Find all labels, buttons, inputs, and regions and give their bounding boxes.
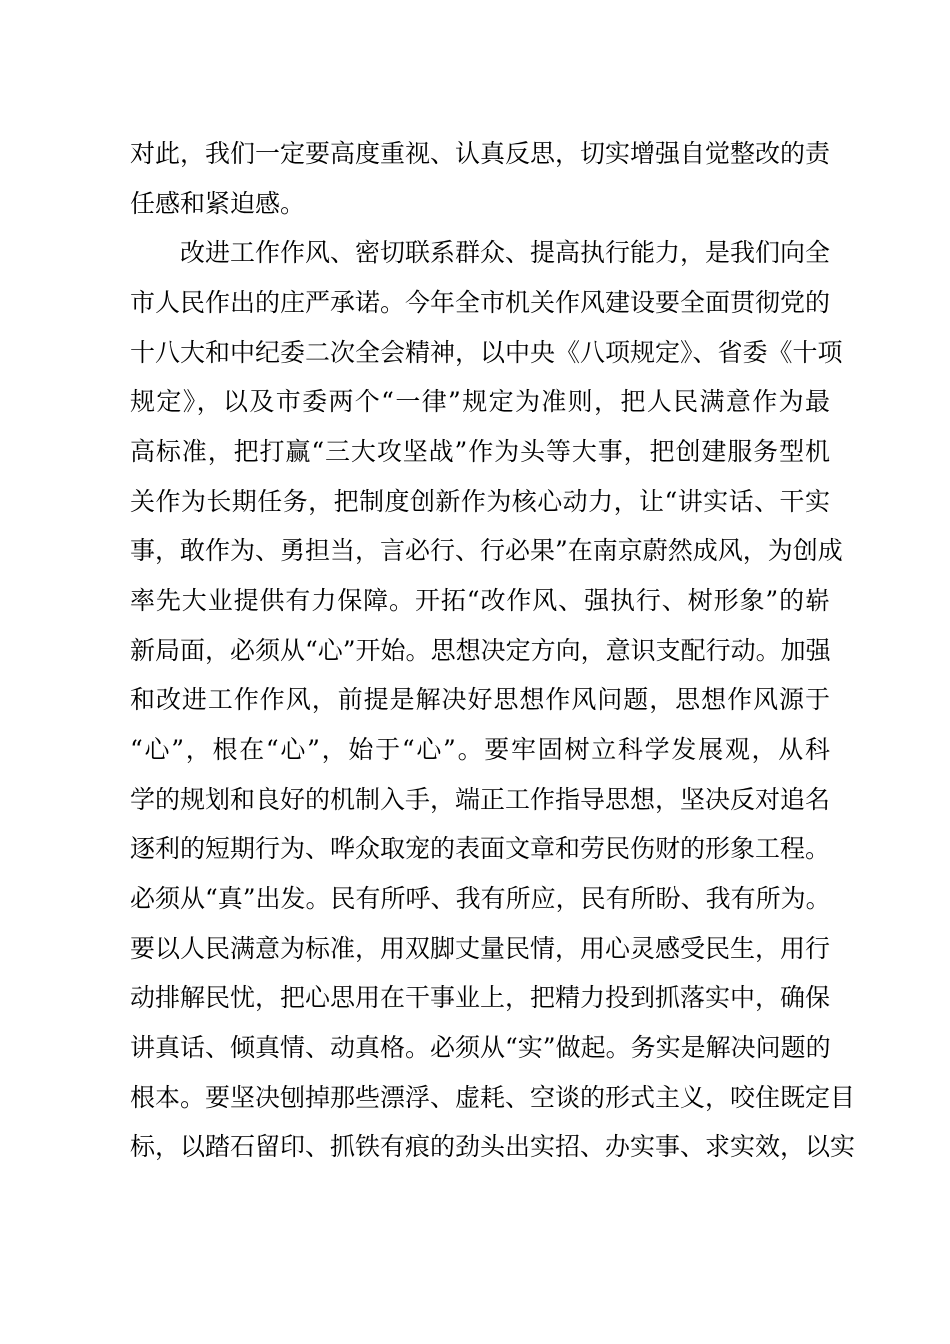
text-line: 学的规划和良好的机制入手，端正工作指导思想，坚决反对追名 [130, 785, 831, 814]
text-line: 新局面，必须从“心”开始。思想决定方向，意识支配行动。加强 [130, 636, 831, 665]
text-line: 事，敢作为、勇担当，言必行、行必果”在南京蔚然成风，为创成 [130, 536, 843, 565]
text-line: 高标准，把打赢“三大攻坚战”作为头等大事，把创建服务型机 [130, 437, 830, 466]
text-line: 十八大和中纪委二次全会精神，以中央《八项规定》、省委《十项 [130, 338, 843, 367]
text-line: 必须从“真”出发。民有所呼、我有所应，民有所盼、我有所为。 [130, 884, 831, 913]
text-line: 关作为长期任务，把制度创新作为核心动力，让“讲实话、干实 [130, 487, 830, 516]
text-line: 市人民作出的庄严承诺。今年全市机关作风建设要全面贯彻党的 [130, 288, 831, 317]
text-line: 对此，我们一定要高度重视、认真反思，切实增强自觉整改的责 [130, 139, 831, 168]
text-line: “心”，根在“心”，始于“心”。要牢固树立科学发展观，从科 [130, 735, 830, 764]
text-line: 任感和紧迫感。 [130, 189, 306, 218]
text-line: 标，以踏石留印、抓铁有痕的劲头出实招、办实事、求实效，以实 [130, 1132, 856, 1161]
text-line: 率先大业提供有力保障。开拓“改作风、强执行、树形象”的崭 [130, 586, 830, 615]
text-line: 逐利的短期行为、哗众取宠的表面文章和劳民伤财的形象工程。 [130, 834, 831, 863]
paragraph-first-line: 改进工作作风、密切联系群众、提高执行能力，是我们向全 [180, 238, 831, 267]
text-line: 动排解民忧，把心思用在干事业上，把精力投到抓落实中，确保 [130, 983, 831, 1012]
text-line: 和改进工作作风，前提是解决好思想作风问题，思想作风源于 [130, 685, 830, 714]
text-line: 根本。要坚决刨掉那些漂浮、虚耗、空谈的形式主义，咬住既定目 [130, 1083, 856, 1112]
text-line: 规定》，以及市委两个“一律”规定为准则，把人民满意作为最 [130, 387, 830, 416]
text-line: 要以人民满意为标准，用双脚丈量民情，用心灵感受民生，用行 [130, 934, 831, 963]
text-line: 讲真话、倾真情、动真格。必须从“实”做起。务实是解决问题的 [130, 1033, 831, 1062]
